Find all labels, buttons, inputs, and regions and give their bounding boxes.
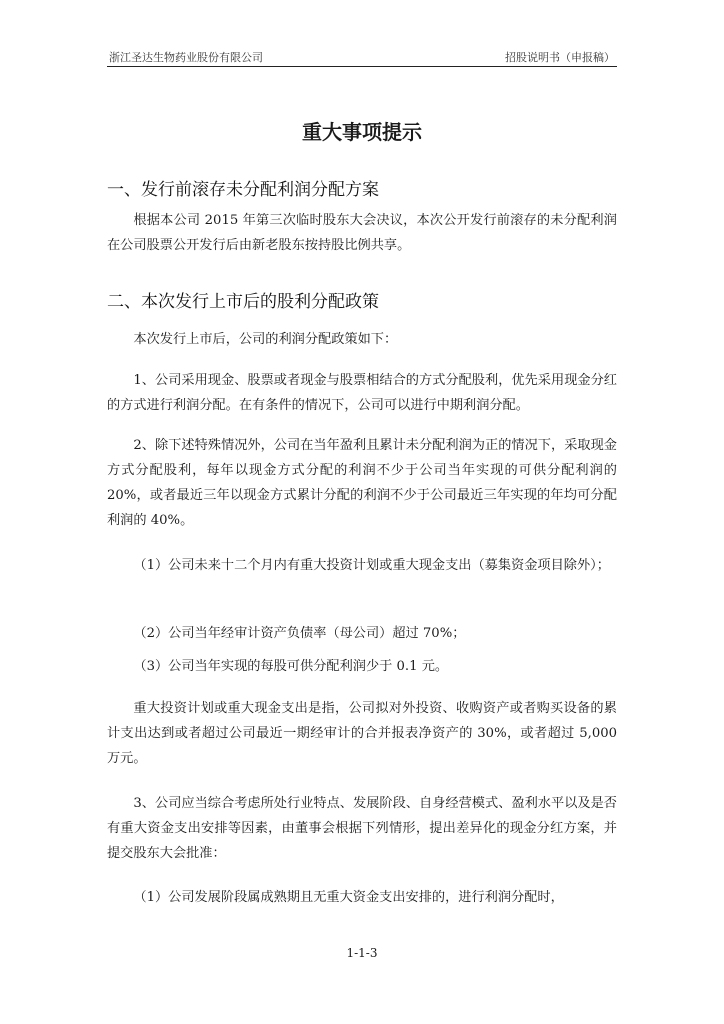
section-2-paragraph-5: （2）公司当年经审计资产负债率（母公司）超过 70%； [133,626,466,641]
section-2-paragraph-2: 1、公司采用现金、股票或者现金与股票相结合的方式分配股利，优先采用现金分红的方式进行利润分配。在有条件的情况下，公司可以进行中期利润分配。 [107,373,617,413]
page-number: 1-1-3 [346,946,378,960]
section-2-heading: 二、本次发行上市后的股利分配政策 [107,292,379,312]
page-title: 重大事项提示 [302,120,422,144]
section-2-paragraph-9: （1）公司发展阶段属成熟期且无重大资金支出安排的，进行利润分配时， [133,890,564,905]
section-2-paragraph-7: 重大投资计划或重大现金支出是指，公司拟对外投资、收购资产或者购买设备的累计支出达到或者超过公司最近一期经审计的合并报表净资产的 30%，或者超过 5,000 万元。 [107,701,617,766]
section-1-paragraph-1: 根据本公司 2015 年第三次临时股东大会决议，本次公开发行前滚存的未分配利润在公司股票公开发行后由新老股东按持股比例共享。 [107,213,617,253]
header-doc-type: 招股说明书（申报稿） [505,51,615,64]
header-company: 浙江圣达生物药业股份有限公司 [109,51,263,64]
page-header [107,46,617,67]
section-2-paragraph-8: 3、公司应当综合考虑所处行业特点、发展阶段、自身经营模式、盈利水平以及是否有重大资金支出安排等因素，由董事会根据下列情形，提出差异化的现金分红方案，并提交股东大会批准： [107,796,617,861]
section-2-paragraph-1: 本次发行上市后，公司的利润分配政策如下： [133,332,398,347]
section-2-paragraph-6: （3）公司当年实现的每股可供分配利润少于 0.1 元。 [133,659,449,674]
section-2-paragraph-3: 2、除下述特殊情况外，公司在当年盈利且累计未分配利润为正的情况下，采取现金方式分配股利，每年以现金方式分配的利润不少于公司当年实现的可供分配利润的 20%，或者最近三年以现金方式累计分配的利润不少于公司最近三年实现的年均可分配利润的 40%。 [107,438,617,528]
section-2-paragraph-4: （1）公司未来十二个月内有重大投资计划或重大现金支出（募集资金项目除外）； [133,558,610,573]
section-1-heading: 一、发行前滚存未分配利润分配方案 [107,180,379,200]
